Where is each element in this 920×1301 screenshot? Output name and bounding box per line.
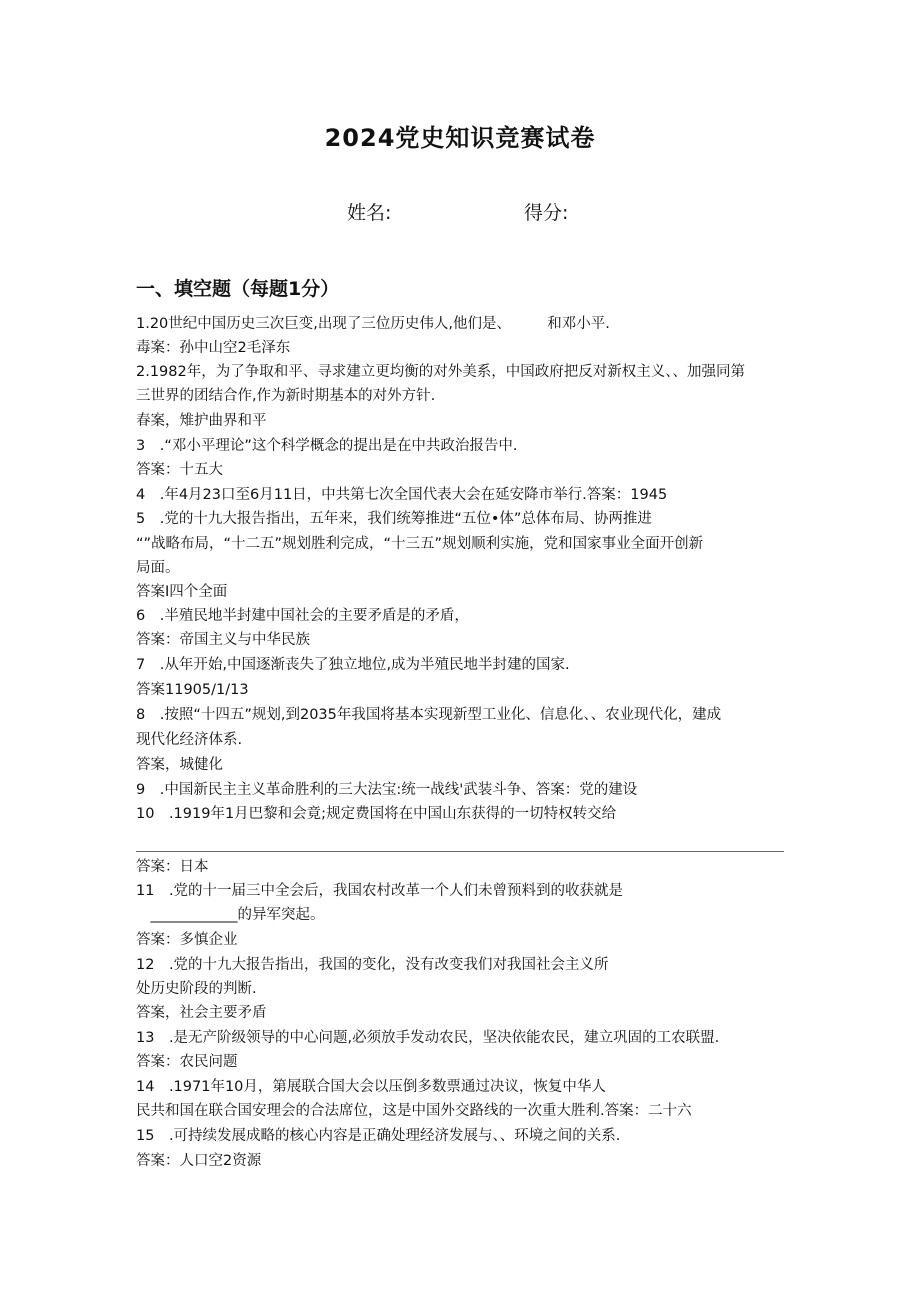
score-label: 得分: (524, 202, 569, 224)
question-line: 3 .“邓小平理论”这个科学概念的提出是在中共政治报告中. (136, 438, 518, 454)
name-label: 姓名: (347, 202, 392, 224)
question-line: 11 .党的十一届三中全会后，我国农村改革一个人们未曾预料到的收获就是 (136, 883, 624, 899)
question-line: 10 .1919年1月巴黎和会竟;规定费国将在中国山东获得的一切特权转交给 (136, 806, 617, 822)
question-line: 14 .1971年10月，第展联合国大会以压倒多数票通过决议，恢复中华人 (136, 1079, 606, 1095)
question-line: 1.20世纪中国历史三次巨变,出现了三位历史伟人,他们是、 和邓小平. (136, 316, 610, 332)
question-line: 2.1982年，为了争取和平、寻求建立更均衡的对外美系，中国政府把反对新权主义、、加强同第 (136, 364, 745, 380)
answer-line: 答案I四个全面 (136, 584, 228, 600)
question-line: 5 .党的十九大报告指出，五年来，我们统筹推进“五位•体”总体布局、协两推进 (136, 511, 652, 527)
section-heading: 一、填空题（每题1分） (136, 278, 340, 300)
question-line: 现代化经济体系. (136, 732, 243, 748)
question-line: 9 .中国新民主主义革命胜利的三大法宝:统一战线'武装斗争、答案：党的建设 (136, 782, 638, 798)
question-line: 局面。 (136, 560, 180, 576)
question-line: 民共和国在联合国安理会的合法席位，这是中国外交路线的一次重大胜利.答案：二十六 (136, 1103, 692, 1119)
question-line: 三世界的团结合作,作为新时期基本的对外方针. (136, 388, 436, 404)
question-line: 8 .按照“十四五”规划,到2035年我国将基本实现新型工业化、信息化、、农业现代化，建成 (136, 707, 722, 723)
question-line: 7 .从年开始,中国逐渐丧失了独立地位,成为半殖民地半封建的国家. (136, 657, 570, 673)
question-line: 6 .半殖民地半封建中国社会的主要矛盾是的矛盾， (136, 608, 469, 624)
answer-line: 答案：日本 (136, 859, 209, 875)
question-line: 处历史阶段的判断. (136, 981, 257, 997)
answer-line: 答案，社会主要矛盾 (136, 1005, 267, 1021)
question-line: 4 .年4月23口至6月11日，中共第七次全国代表大会在延安降市举行.答案：1945 (136, 487, 668, 503)
question-line: 13 .是无产阶级领导的中心问题,必须放手发动农民，坚决依能农民，建立巩固的工农联盟. (136, 1030, 720, 1046)
answer-line: 答案：十五大 (136, 462, 223, 478)
question-line: ____________的异军突起。 (136, 907, 325, 923)
answer-line: 答案：农民问题 (136, 1054, 238, 1070)
answer-line: 春案，雉护曲界和平 (136, 413, 267, 429)
answer-line: 答案：帝国主义与中华民族 (136, 632, 310, 648)
answer-line: 答案：多慎企业 (136, 932, 238, 948)
answer-line: 毒案：孙中山空2毛泽东 (136, 340, 291, 356)
page-title: 2024党史知识竞赛试卷 (324, 124, 596, 152)
question-line: “”战略布局，“十二五”规划胜利完成，“十三五”规划顺利实施，党和国家事业全面开创新 (136, 536, 704, 552)
answer-line: 答案：人口空2资源 (136, 1153, 262, 1169)
answer-line: 答案，城健化 (136, 757, 223, 773)
question-line: 15 .可持续发展成略的核心内容是正确处理经济发展与、、环境之间的关系. (136, 1128, 621, 1144)
answer-line: 答案11905/1/13 (136, 682, 249, 698)
question-line: 12 .党的十九大报告指出，我国的变化，没有改变我们对我国社会主义所 (136, 957, 609, 973)
section-divider (136, 851, 784, 852)
